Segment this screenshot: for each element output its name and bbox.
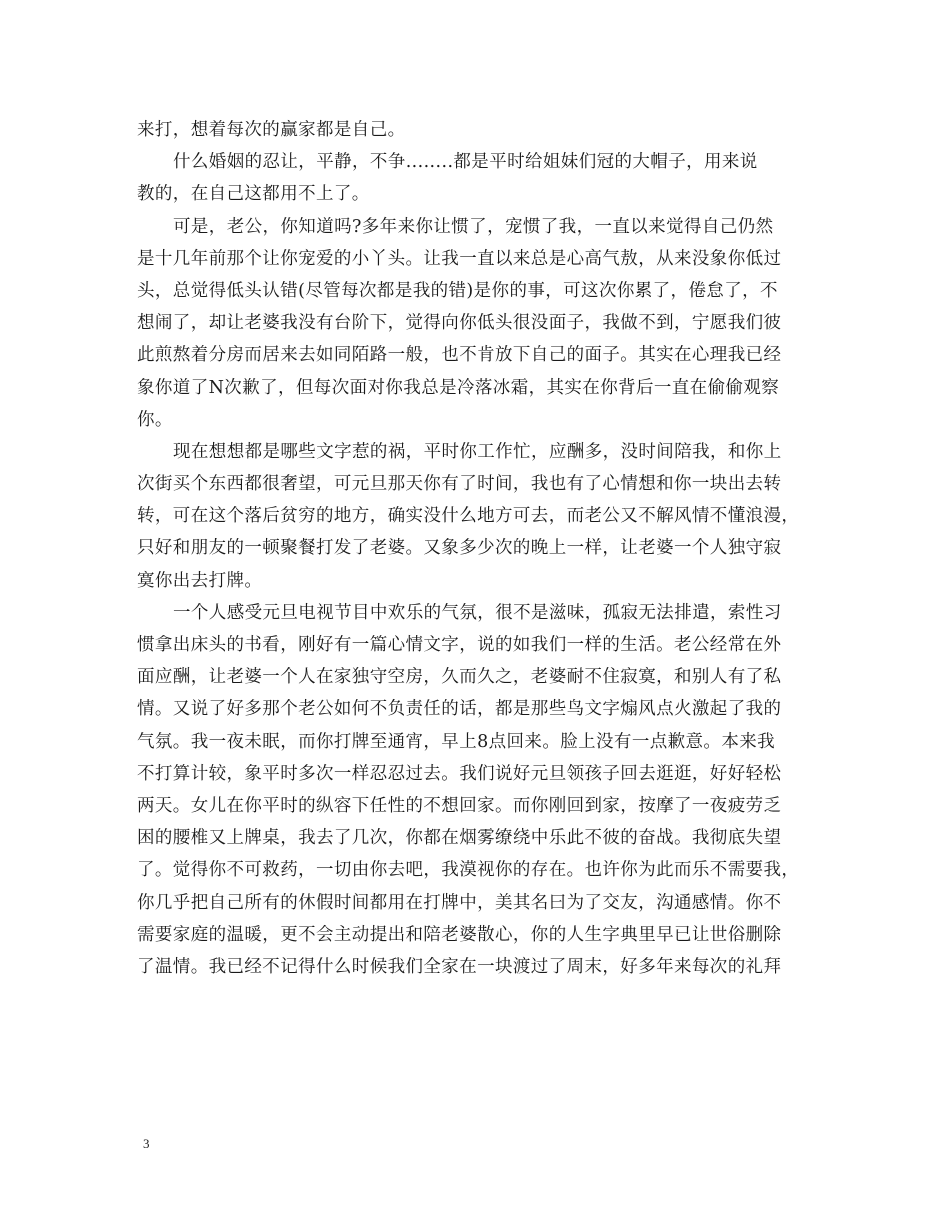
paragraph-start-line: 现在想想都是哪些文字惹的祸，平时你工作忙，应酬多，没时间陪我，和你上 (173, 441, 782, 462)
text-line: 转，可在这个落后贫穷的地方，确实没什么地方可去，而老公又不解风情不懂浪漫， (137, 506, 800, 527)
text-line: 此煎熬着分房而居来去如同陌路一般，也不肯放下自己的面子。其实在心理我已经 (137, 345, 782, 366)
body-text (137, 114, 822, 983)
text-line: 象你道了N次歉了，但每次面对你我总是冷落冰霜，其实在你背后一直在偷偷观察 (137, 377, 780, 398)
paragraph-start-line: 一个人感受元旦电视节目中欢乐的气氛，很不是滋味，孤寂无法排遣，索性习 (173, 602, 782, 623)
text-line: 两天。女儿在你平时的纵容下任性的不想回家。而你刚回到家，按摩了一夜疲劳乏 (137, 795, 782, 816)
text-line: 困的腰椎又上牌桌，我去了几次，你都在烟雾缭绕中乐此不彼的奋战。我彻底失望 (137, 828, 782, 849)
text-line: 头，总觉得低头认错(尽管每次都是我的错)是你的事，可这次你累了，倦怠了，不 (137, 280, 778, 301)
text-line: 情。又说了好多那个老公如何不负责任的话，都是那些鸟文字煽风点火激起了我的 (137, 699, 782, 720)
text-line: 想闹了，却让老婆我没有台阶下，觉得向你低头很没面子，我做不到，宁愿我们彼 (137, 313, 782, 334)
text-line: 只好和朋友的一顿聚餐打发了老婆。又象多少次的晚上一样，让老婆一个人独守寂 (137, 538, 782, 559)
text-line: 不打算计较，象平时多次一样忍忍过去。我们说好元旦领孩子回去逛逛，好好轻松 (137, 763, 782, 784)
paragraph-start-line: 可是，老公，你知道吗?多年来你让惯了，宠惯了我，一直以来觉得自己仍然 (173, 216, 774, 237)
text-line: 是十几年前那个让你宠爱的小丫头。让我一直以来总是心高气敖，从来没象你低过 (137, 248, 782, 269)
text-line: 次街买个东西都很奢望，可元旦那天你有了时间，我也有了心情想和你一块出去转 (137, 474, 782, 495)
text-line: 来打，想着每次的赢家都是自己。 (137, 120, 406, 140)
paragraph-start-line: 什么婚姻的忍让，平静，不争........都是平时给姐妹们冠的大帽子，用来说 (173, 152, 758, 173)
text-line: 了温情。我已经不记得什么时候我们全家在一块渡过了周末，好多年来每次的礼拜 (137, 956, 782, 977)
text-line: 了。觉得你不可救药，一切由你去吧，我漠视你的存在。也许你为此而乐不需要我， (137, 860, 800, 881)
text-line: 惯拿出床头的书看，刚好有一篇心情文字，说的如我们一样的生活。老公经常在外 (137, 635, 782, 655)
text-line: 寞你出去打牌。 (137, 570, 263, 591)
text-line: 气氛。我一夜未眠，而你打牌至通宵，早上8点回来。脸上没有一点歉意。本来我 (137, 731, 776, 752)
text-line: 面应酬，让老婆一个人在家独守空房，久而久之，老婆耐不住寂寞，和别人有了私 (137, 667, 782, 688)
page-number: 3 (143, 1136, 150, 1151)
text-line: 你几乎把自己所有的休假时间都用在打牌中，美其名曰为了交友，沟通感情。你不 (137, 892, 782, 913)
text-line: 你。 (137, 409, 173, 430)
text-line: 需要家庭的温暖，更不会主动提出和陪老婆散心，你的人生字典里早已让世俗删除 (137, 924, 782, 945)
text-line: 教的，在自己这都用不上了。 (137, 184, 370, 205)
